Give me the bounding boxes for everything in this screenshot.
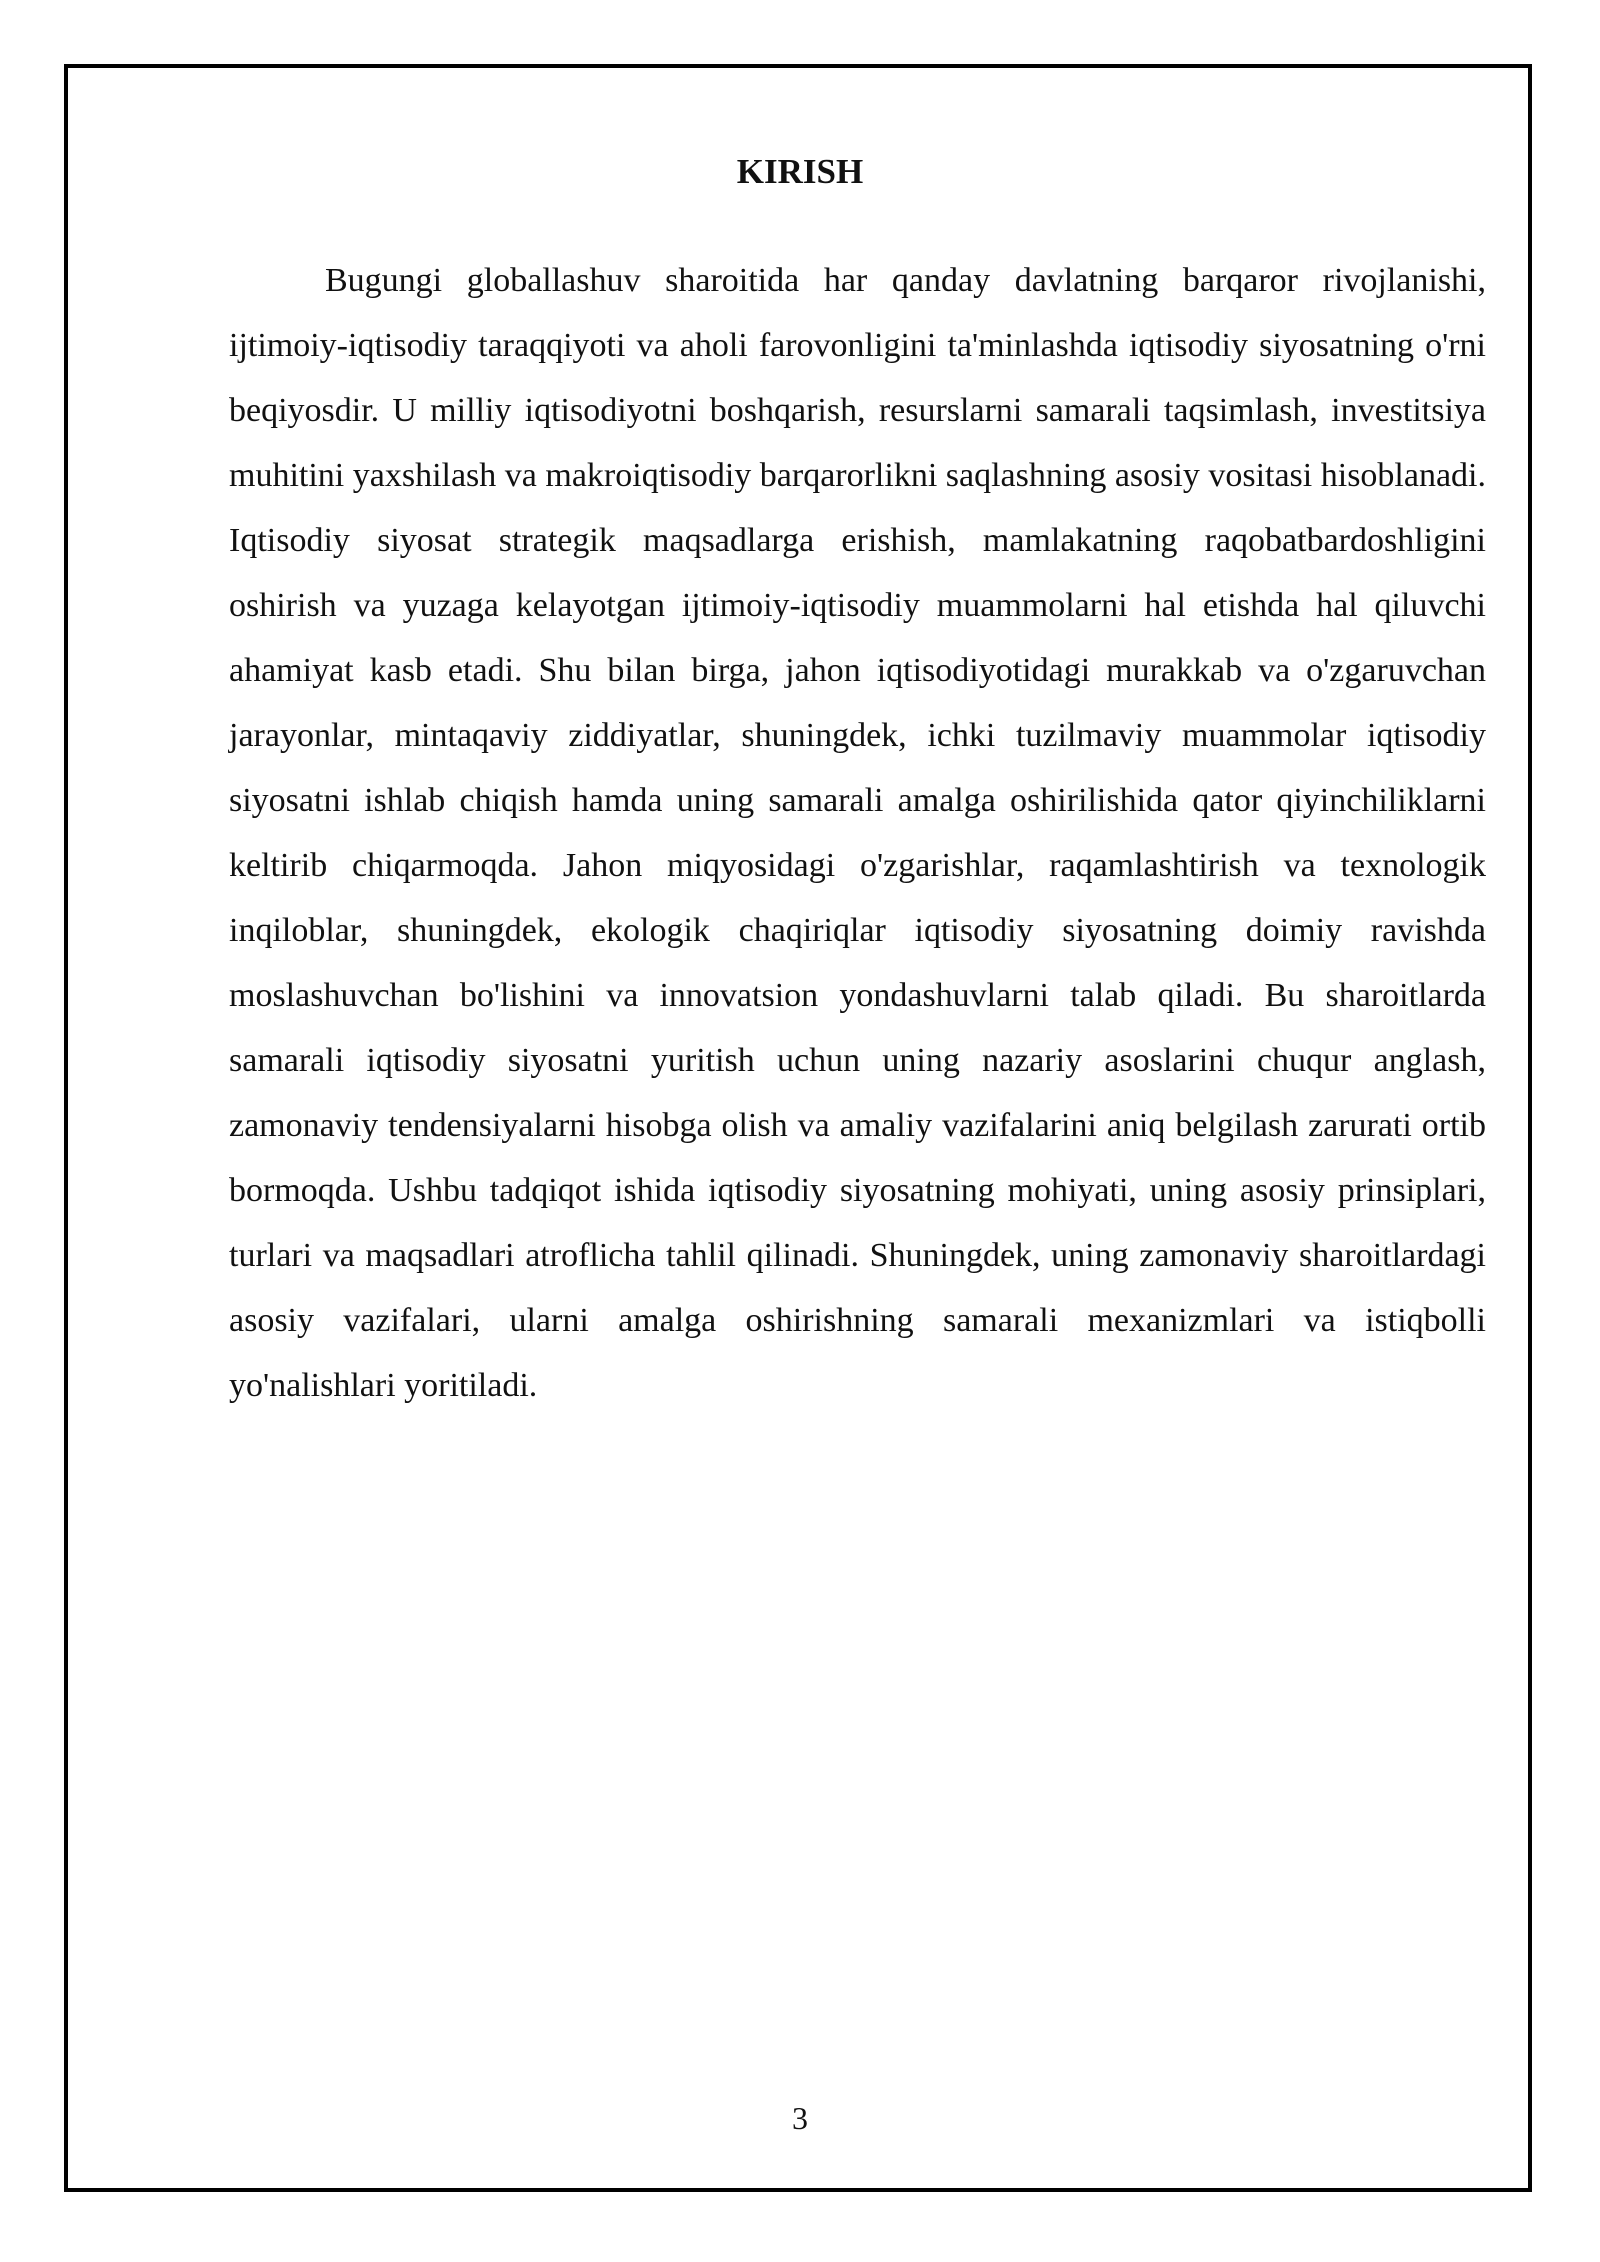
body-paragraph: Bugungi globallashuv sharoitida har qanday davlatning barqaror rivojlanishi, ijtimoiy-iqtisodiy taraqqiyoti va aholi farovonligini ta'minlashda iqtisodiy siyosatning o'rni beqiyosdir. U milliy iqtisodiyotni boshqarish, resurslarni samarali taqsimlash, investitsiya muhitini yaxshilash va makroiqtisodiy barqarorlikni saqlashning asosiy vositasi hisoblanadi. Iqtisodiy siyosat strategik maqsadlarga erishish, mamlakatning raqobatbardoshligini oshirish va yuzaga kelayotgan ijtimoiy-iqtisodiy muammolarni hal etishda hal qiluvchi ahamiyat kasb etadi. Shu bilan birga, jahon iqtisodiyotidagi murakkab va o'zgaruvchan jarayonlar, mintaqaviy ziddiyatlar, shuningdek, ichki tuzilmaviy muammolar iqtisodiy siyosatni ishlab chiqish hamda uning samarali amalga oshirilishida qator qiyinchiliklarni keltirib chiqarmoqda. Jahon miqyosidagi o'zgarishlar, raqamlashtirish va texnologik inqiloblar, shuningdek, ekologik chaqiriqlar iqtisodiy siyosatning doimiy ravishda moslashuvchan bo'lishini va innovatsion yondashuvlarni talab qiladi. Bu sharoitlarda samarali iqtisodiy siyosatni yuritish uchun uning nazariy asoslarini chuqur anglash, zamonaviy tendensiyalarni hisobga olish va amaliy vazifalarini aniq belgilash zarurati ortib bormoqda. Ushbu tadqiqot ishida iqtisodiy siyosatning mohiyati, uning asosiy prinsiplari, turlari va maqsadlari atroflicha tahlil qilinadi. Shuningdek, uning zamonaviy sharoitlardagi asosiy vazifalari, ularni amalga oshirishning samarali mexanizmlari va istiqbolli yo'nalishlari yoritiladi.: [229, 262, 1486, 1404]
page-number: 3: [792, 2100, 808, 2136]
page-title: KIRISH: [736, 152, 864, 191]
